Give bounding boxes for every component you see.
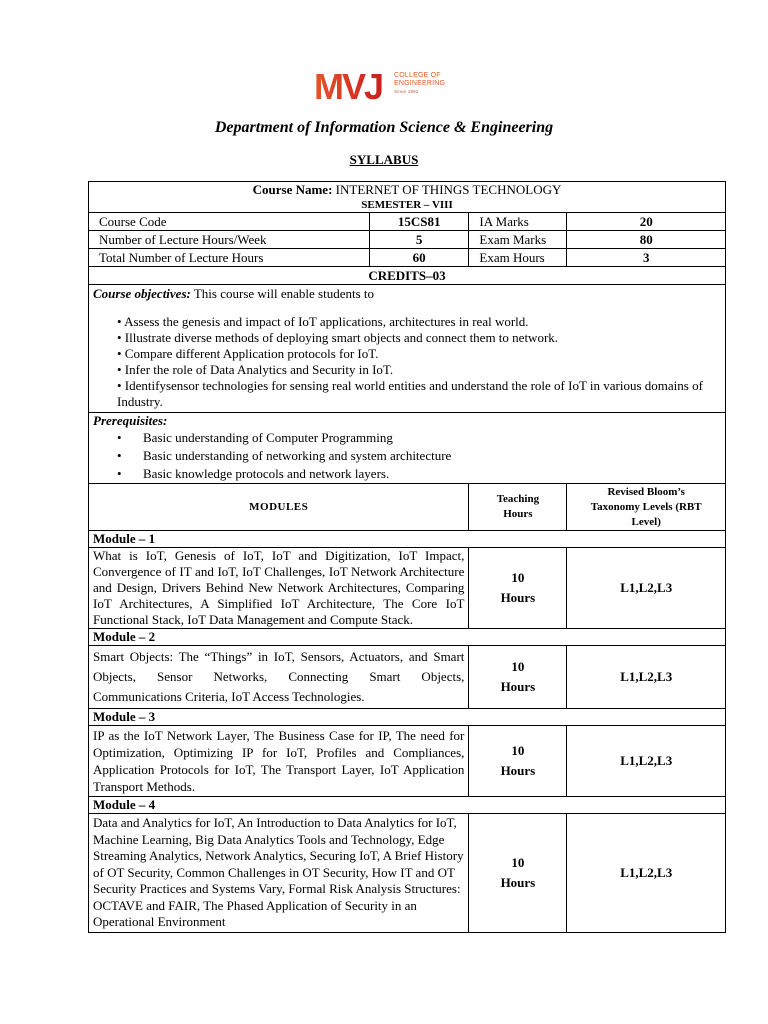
module-row [89,726,726,797]
lecture-hours-week-value: 5 [369,231,468,249]
objectives-row [89,285,726,413]
module-hours: 10 Hours [469,726,567,797]
module-hours: 10 Hours [469,814,567,933]
module-content: Smart Objects: The “Things” in IoT, Sensors, Actuators, and Smart Objects, Sensor Networks, Connecting Smart Objects, Communications Criteria, IoT Access Technologies. [89,646,469,709]
course-code-label: Course Code [89,213,370,231]
lecture-hours-week-label: Number of Lecture Hours/Week [89,231,370,249]
module-title: Module – 1 [89,531,726,548]
course-name-row [89,182,726,199]
prerequisite-item: • Basic understanding of networking and system architecture [117,447,721,465]
module-content: Data and Analytics for IoT, An Introduction to Data Analytics for IoT, Machine Learning, Big Data Analytics Tools and Technology, Edge Streaming Analytics, Network Analytics, Securing IoT, A Brief History of OT Security, Common Challenges in OT Security, How IT and OT Security Practices and Systems Vary, Formal Risk Analysis Structures: OCTAVE and FAIR, The Phased Application of Security in an Operational Environment [89,814,469,933]
course-name-label: Course Name: [252,182,333,197]
exam-hours-value: 3 [567,249,726,267]
module-title-row [89,797,726,814]
objectives-list [93,314,721,410]
module-content: What is IoT, Genesis of IoT, IoT and Digitization, IoT Impact, Convergence of IT and IoT, IoT Challenges, IoT Network Architecture and Design, Drivers Behind New Network Architectures, Comparing IoT Architectures, A Simplified IoT Architecture, The Core IoT Functional Stack, IoT Data Management and Compute Stack. [89,548,469,629]
module-rbt: L1,L2,L3 [567,548,726,629]
objective-item: • Identifysensor technologies for sensing real world entities and understand the role of IoT in various domains of Industry. [117,378,703,409]
prerequisites-list [93,429,721,483]
rbt-header: Revised Bloom’s Taxonomy Levels (RBT Level) [567,484,726,531]
total-lecture-hours-value: 60 [369,249,468,267]
modules-header: MODULES [89,484,469,531]
mvj-logo-icon [314,68,394,104]
course-info-row [89,231,726,249]
objective-item: • Assess the genesis and impact of IoT applications, architectures in real world. [117,314,529,329]
prerequisite-item: • Basic understanding of Computer Programming [117,429,721,447]
logo-subtitle: COLLEGE OF ENGINEERING Since 1982 [394,72,446,94]
module-title: Module – 4 [89,797,726,814]
course-code-value: 15CS81 [369,213,468,231]
course-info-row [89,249,726,267]
credits: CREDITS–03 [89,267,726,285]
syllabus-table [88,181,726,933]
module-row [89,548,726,629]
module-title-row [89,531,726,548]
total-lecture-hours-label: Total Number of Lecture Hours [89,249,370,267]
objective-item: • Illustrate diverse methods of deploying smart objects and connect them to network. [117,330,559,345]
module-hours: 10 Hours [469,646,567,709]
objectives-label: Course objectives: [93,286,191,301]
ia-marks-value: 20 [567,213,726,231]
semester-row [89,198,726,213]
course-name-value: INTERNET OF THINGS TECHNOLOGY [335,182,562,197]
prerequisites-label: Prerequisites: [93,413,168,428]
ia-marks-label: IA Marks [469,213,567,231]
module-rbt: L1,L2,L3 [567,814,726,933]
module-hours: 10 Hours [469,548,567,629]
module-title-row [89,709,726,726]
module-row [89,646,726,709]
module-rbt: L1,L2,L3 [567,726,726,797]
objective-item: • Compare different Application protocols for IoT. [117,346,379,361]
svg-text:MVJ: MVJ [314,68,383,104]
college-logo [314,68,464,108]
module-rbt: L1,L2,L3 [567,646,726,709]
department-title: Department of Information Science & Engineering [214,119,554,136]
objectives-intro: This course will enable students to [190,286,375,301]
exam-marks-label: Exam Marks [469,231,567,249]
objective-item: • Infer the role of Data Analytics and Security in IoT. [117,362,394,377]
exam-marks-value: 80 [567,231,726,249]
prerequisite-item: • Basic knowledge protocols and network layers. [117,465,721,483]
prerequisites-row [89,413,726,484]
module-title: Module – 3 [89,709,726,726]
syllabus-heading: SYLLABUS [349,152,419,167]
module-content: IP as the IoT Network Layer, The Business Case for IP, The need for Optimization, Optimizing IP for IoT, Profiles and Compliances, Application Protocols for IoT, The Transport Layer, IoT Application Transport Methods. [89,726,469,797]
teaching-hours-header: Teaching Hours [469,484,567,531]
module-title-row [89,629,726,646]
semester: SEMESTER – VIII [89,198,726,213]
module-row [89,814,726,933]
course-info-row [89,213,726,231]
credits-row [89,267,726,285]
module-title: Module – 2 [89,629,726,646]
modules-header-row [89,484,726,531]
exam-hours-label: Exam Hours [469,249,567,267]
